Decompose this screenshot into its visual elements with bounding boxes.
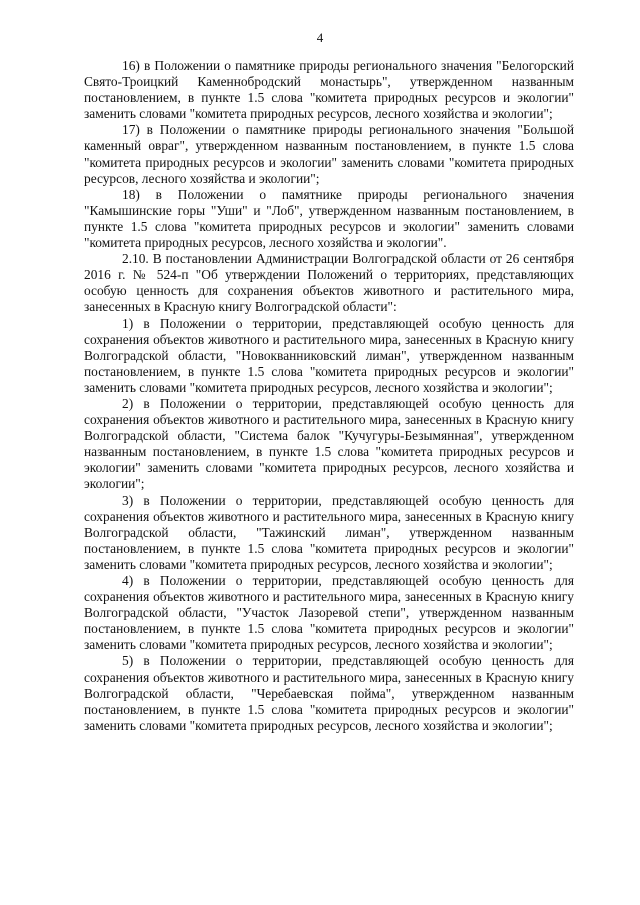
paragraph-subitem-4: 4) в Положении о территории, представляющей особую ценность для сохранения объектов животного и растительного мира, занесенных в Красную книгу Волгоградской области, "Участок Лазоревой степи", утвержденном названным постановлением, в пункте 1.5 слова "комитета природных ресурсов и экологии" заменить словами "комитета природных ресурсов, лесного хозяйства и экологии";	[84, 573, 574, 653]
paragraph-item-18: 18) в Положении о памятнике природы регионального значения "Камышинские горы "Уши" и "Лоб", утвержденном названным постановлением, в пункте 1.5 слова "комитета природных ресурсов и экологии" заменить словами "комитета природных ресурсов, лесного хозяйства и экологии".	[84, 186, 574, 251]
paragraph-subitem-3: 3) в Положении о территории, представляющей особую ценность для сохранения объектов животного и растительного мира, занесенных в Красную книгу Волгоградской области, "Тажинский лиман", утвержденном названным постановлением, в пункте 1.5 слова "комитета природных ресурсов и экологии" заменить словами "комитета природных ресурсов, лесного хозяйства и экологии";	[84, 492, 574, 572]
paragraph-subitem-1: 1) в Положении о территории, представляющей особую ценность для сохранения объектов животного и растительного мира, занесенных в Красную книгу Волгоградской области, "Новокванниковский лиман", утвержденном названным постановлением, в пункте 1.5 слова "комитета природных ресурсов и экологии" заменить словами "комитета природных ресурсов, лесного хозяйства и экологии";	[84, 315, 574, 395]
paragraph-subitem-5: 5) в Положении о территории, представляющей особую ценность для сохранения объектов животного и растительного мира, занесенных в Красную книгу Волгоградской области, "Черебаевская пойма", утвержденном названным постановлением, в пункте 1.5 слова "комитета природных ресурсов и экологии" заменить словами "комитета природных ресурсов, лесного хозяйства и экологии";	[84, 653, 574, 733]
page-number: 4	[316, 30, 324, 45]
document-body	[84, 58, 574, 734]
paragraph-section-2-10: 2.10. В постановлении Администрации Волгоградской области от 26 сентября 2016 г. № 524-п "Об утверждении Положений о территориях, представляющих особую ценность для сохранения объектов животного и растительного мира, занесенных в Красную книгу Волгоградской области":	[84, 251, 574, 315]
paragraph-item-17: 17) в Положении о памятнике природы регионального значения "Большой каменный овраг", утвержденном названным постановлением, в пункте 1.5 слова "комитета природных ресурсов и экологии" заменить словами "комитета природных ресурсов, лесного хозяйства и экологии";	[84, 122, 574, 186]
paragraph-item-16: 16) в Положении о памятнике природы регионального значения "Белогорский Свято-Троицкий Каменнобродский монастырь", утвержденном названным постановлением, в пункте 1.5 слова "комитета природных ресурсов и экологии" заменить словами "комитета природных ресурсов, лесного хозяйства и экологии";	[84, 58, 574, 122]
paragraph-subitem-2: 2) в Положении о территории, представляющей особую ценность для сохранения объектов животного и растительного мира, занесенных в Красную книгу Волгоградской области, "Система балок "Кучугуры-Безымянная", утвержденном названным постановлением, в пункте 1.5 слова "комитета природных ресурсов и экологии" заменить словами "комитета природных ресурсов, лесного хозяйства и экологии";	[84, 395, 574, 492]
